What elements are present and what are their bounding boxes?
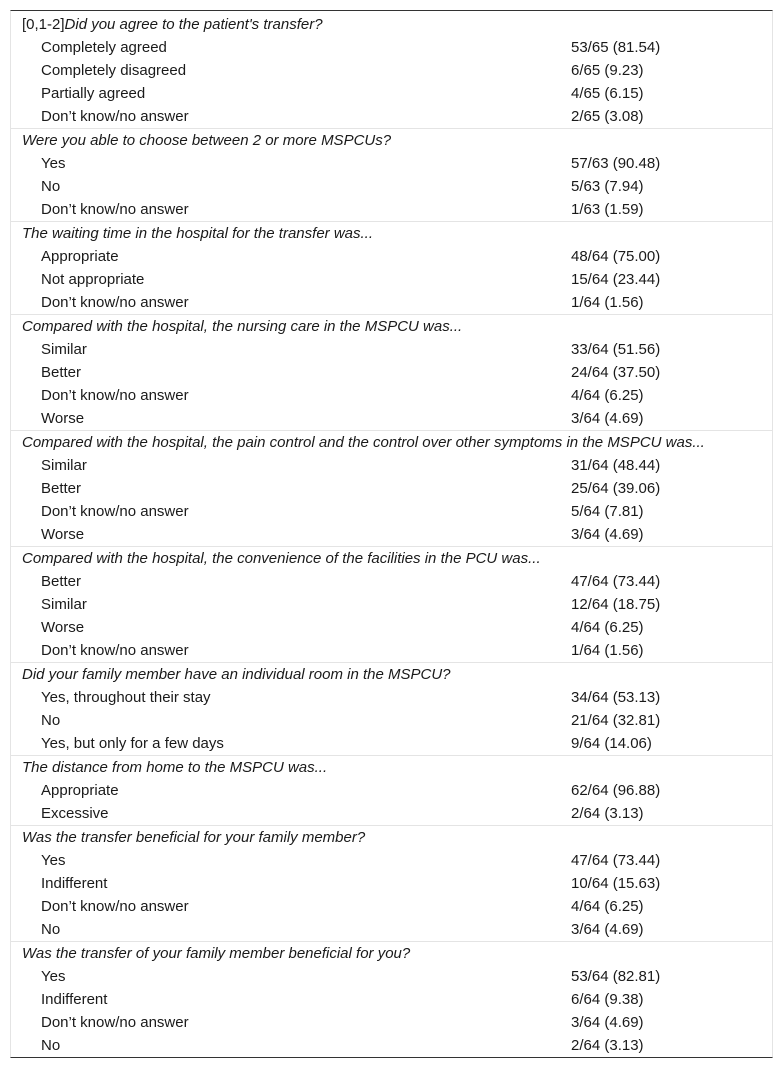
answer-label: Appropriate xyxy=(41,782,119,799)
answer-value: 9/64 (14.06) xyxy=(571,735,652,752)
answer-value: 15/64 (23.44) xyxy=(571,271,661,288)
table-row xyxy=(11,639,772,662)
answer-label: Indifferent xyxy=(41,991,108,1008)
answer-label: No xyxy=(41,178,61,195)
answer-value: 3/64 (4.69) xyxy=(571,410,644,427)
table-row xyxy=(11,291,772,314)
answer-label: Don’t know/no answer xyxy=(41,201,189,218)
answer-label: No xyxy=(41,1037,61,1054)
answer-label: Not appropriate xyxy=(41,271,145,288)
question-text: Compared with the hospital, the convenience of the facilities in the PCU was... xyxy=(22,550,541,567)
table-row xyxy=(11,779,772,802)
table-row xyxy=(11,59,772,82)
answer-label: Partially agreed xyxy=(41,85,146,102)
answer-value: 2/64 (3.13) xyxy=(571,805,644,822)
table-row xyxy=(11,686,772,709)
answer-value: 24/64 (37.50) xyxy=(571,364,661,381)
question-text: Did you agree to the patient's transfer? xyxy=(64,16,323,33)
answer-value: 4/64 (6.25) xyxy=(571,898,644,915)
answer-value: 6/64 (9.38) xyxy=(571,991,644,1008)
answer-value: 57/63 (90.48) xyxy=(571,155,661,172)
answer-label: Better xyxy=(41,573,82,590)
section-question xyxy=(11,755,772,779)
answer-label: Completely disagreed xyxy=(41,62,187,79)
answer-label: No xyxy=(41,921,61,938)
answer-value: 3/64 (4.69) xyxy=(571,1014,644,1031)
answer-value: 33/64 (51.56) xyxy=(571,341,661,358)
table-row xyxy=(11,454,772,477)
answer-value: 1/64 (1.56) xyxy=(571,294,644,311)
table-row xyxy=(11,245,772,268)
answer-value: 10/64 (15.63) xyxy=(571,875,661,892)
answer-value: 4/65 (6.15) xyxy=(571,85,644,102)
answer-label: Don’t know/no answer xyxy=(41,898,189,915)
answer-label: Don’t know/no answer xyxy=(41,1014,189,1031)
answer-value: 1/63 (1.59) xyxy=(571,201,644,218)
answer-label: Don’t know/no answer xyxy=(41,642,189,659)
answer-value: 6/65 (9.23) xyxy=(571,62,644,79)
table-row xyxy=(11,105,772,128)
answer-label: Worse xyxy=(41,526,85,543)
question-text: Was the transfer beneficial for your family member? xyxy=(22,829,366,846)
table-row xyxy=(11,988,772,1011)
answer-label: Don’t know/no answer xyxy=(41,387,189,404)
answer-label: Yes xyxy=(41,852,66,869)
table-row xyxy=(11,872,772,895)
answer-label: Worse xyxy=(41,410,85,427)
table-row xyxy=(11,1034,772,1057)
answer-value: 2/64 (3.13) xyxy=(571,1037,644,1054)
answer-value: 3/64 (4.69) xyxy=(571,921,644,938)
table-row xyxy=(11,918,772,941)
answer-value: 1/64 (1.56) xyxy=(571,642,644,659)
answer-value: 25/64 (39.06) xyxy=(571,480,661,497)
answer-value: 62/64 (96.88) xyxy=(571,782,661,799)
answer-value: 31/64 (48.44) xyxy=(571,457,661,474)
table-row xyxy=(11,268,772,291)
answer-value: 3/64 (4.69) xyxy=(571,526,644,543)
answer-label: Worse xyxy=(41,619,85,636)
table-row xyxy=(11,36,772,59)
question-text: Did your family member have an individual room in the MSPCU? xyxy=(22,666,451,683)
answer-label: Excessive xyxy=(41,805,109,822)
section-question xyxy=(11,221,772,245)
table-row xyxy=(11,593,772,616)
table-row xyxy=(11,570,772,593)
section-question xyxy=(11,314,772,338)
table-row xyxy=(11,152,772,175)
question-text: Compared with the hospital, the pain control and the control over other symptoms in the MSPCU was... xyxy=(22,434,705,451)
answer-label: Don’t know/no answer xyxy=(41,108,189,125)
answer-value: 34/64 (53.13) xyxy=(571,689,661,706)
section-question xyxy=(11,128,772,152)
answer-label: Yes xyxy=(41,968,66,985)
answer-label: Similar xyxy=(41,596,87,613)
answer-value: 12/64 (18.75) xyxy=(571,596,661,613)
table-row xyxy=(11,198,772,221)
section-question xyxy=(11,662,772,686)
answer-value: 2/65 (3.08) xyxy=(571,108,644,125)
answer-value: 47/64 (73.44) xyxy=(571,852,661,869)
answer-value: 53/64 (82.81) xyxy=(571,968,661,985)
answer-value: 53/65 (81.54) xyxy=(571,39,661,56)
table-row xyxy=(11,361,772,384)
answer-value: 48/64 (75.00) xyxy=(571,248,661,265)
answer-value: 5/64 (7.81) xyxy=(571,503,644,520)
answer-label: Similar xyxy=(41,457,87,474)
answer-value: 5/63 (7.94) xyxy=(571,178,644,195)
answer-label: Don’t know/no answer xyxy=(41,294,189,311)
table-row xyxy=(11,523,772,546)
table-row xyxy=(11,1011,772,1034)
table-prefix: [0,1-2] xyxy=(22,16,65,33)
answer-label: Better xyxy=(41,364,82,381)
table-row xyxy=(11,175,772,198)
survey-results-table xyxy=(10,10,773,1058)
table-row xyxy=(11,616,772,639)
question-text: The distance from home to the MSPCU was... xyxy=(22,759,328,776)
answer-value: 47/64 (73.44) xyxy=(571,573,661,590)
answer-label: Yes, but only for a few days xyxy=(41,735,224,752)
question-text: The waiting time in the hospital for the transfer was... xyxy=(22,225,373,242)
answer-label: Better xyxy=(41,480,82,497)
section-question xyxy=(11,546,772,570)
answer-value: 4/64 (6.25) xyxy=(571,387,644,404)
table-row xyxy=(11,407,772,430)
table-row xyxy=(11,965,772,988)
answer-label: Yes xyxy=(41,155,66,172)
table-row xyxy=(11,802,772,825)
table-row xyxy=(11,338,772,361)
answer-label: Appropriate xyxy=(41,248,119,265)
question-text: Was the transfer of your family member beneficial for you? xyxy=(22,945,411,962)
table-row xyxy=(11,895,772,918)
table-row xyxy=(11,732,772,755)
section-question xyxy=(11,13,772,36)
table-row xyxy=(11,477,772,500)
table-row xyxy=(11,82,772,105)
answer-label: No xyxy=(41,712,61,729)
answer-label: Yes, throughout their stay xyxy=(41,689,211,706)
table-row xyxy=(11,849,772,872)
answer-value: 21/64 (32.81) xyxy=(571,712,661,729)
answer-label: Indifferent xyxy=(41,875,108,892)
answer-label: Completely agreed xyxy=(41,39,167,56)
table-row xyxy=(11,384,772,407)
section-question xyxy=(11,430,772,454)
answer-label: Don’t know/no answer xyxy=(41,503,189,520)
question-text: Were you able to choose between 2 or more MSPCUs? xyxy=(22,132,392,149)
table-row xyxy=(11,709,772,732)
table-row xyxy=(11,500,772,523)
section-question xyxy=(11,825,772,849)
question-text: Compared with the hospital, the nursing care in the MSPCU was... xyxy=(22,318,463,335)
answer-label: Similar xyxy=(41,341,87,358)
answer-value: 4/64 (6.25) xyxy=(571,619,644,636)
section-question xyxy=(11,941,772,965)
